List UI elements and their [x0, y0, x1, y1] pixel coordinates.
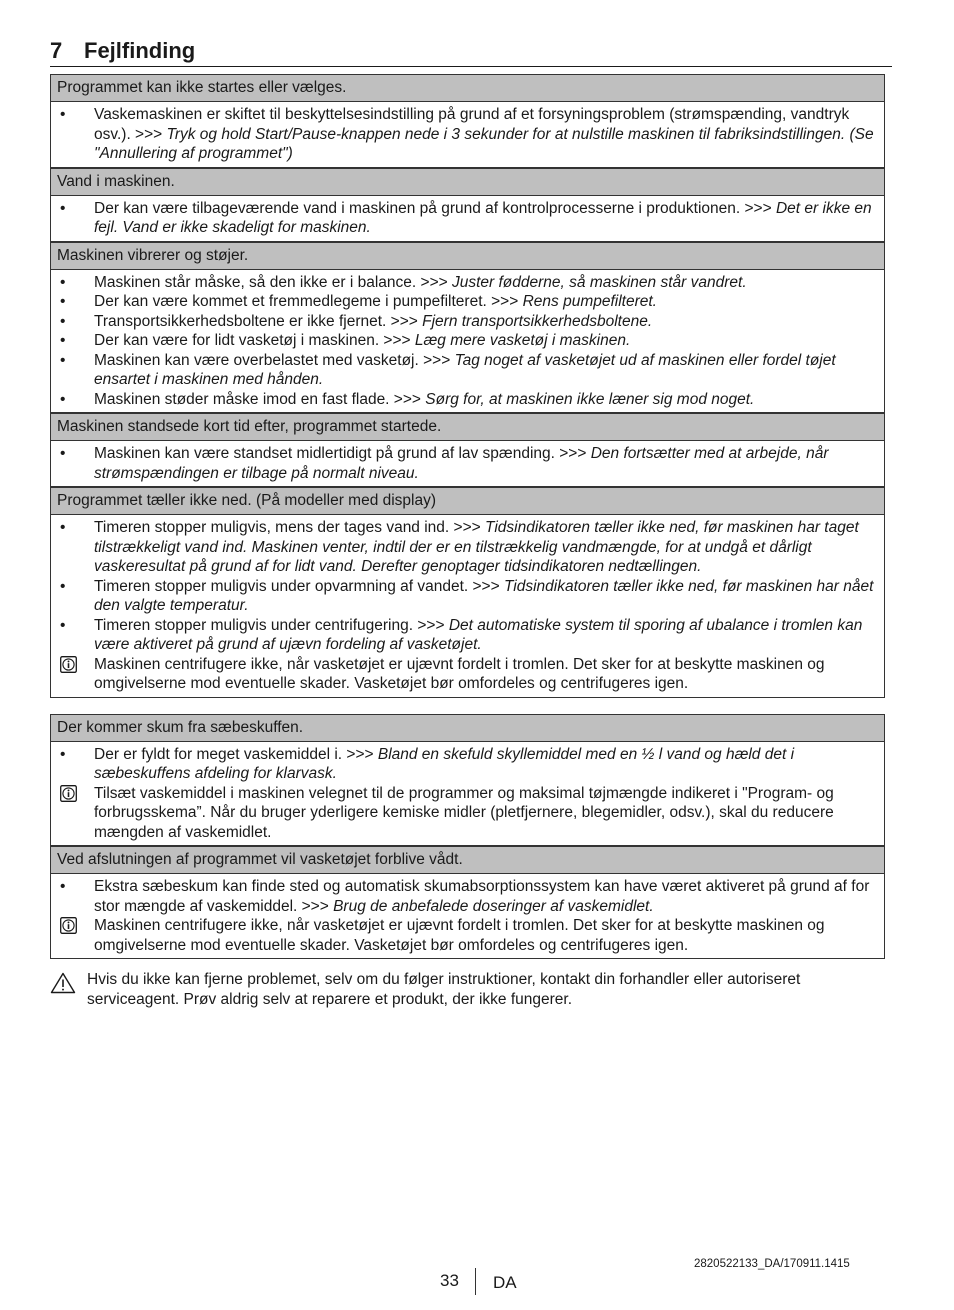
cause-text: Maskinen støder måske imod en fast flade. >>> [94, 390, 426, 408]
remedy-text: Sørg for, at maskinen ikke læner sig mod noget. [425, 390, 755, 408]
info-note [57, 916, 876, 955]
problem-body [50, 515, 885, 698]
section-title [50, 38, 195, 64]
cause-text: Der er fyldt for meget vaskemiddel i. >>> [94, 745, 378, 763]
problem-body [50, 441, 885, 487]
problem-header: Vand i maskinen. [50, 168, 885, 196]
bullet-marker [57, 199, 94, 238]
info-note [57, 655, 876, 694]
bullet-marker [57, 292, 94, 312]
title-underline [50, 66, 892, 67]
document-code: 2820522133_DA/170911.1415 [694, 1258, 850, 1270]
cause-text: Maskinen kan være overbelastet med vasketøj. >>> [94, 351, 455, 369]
problem-section [50, 74, 885, 168]
page-number: 33 [440, 1271, 459, 1290]
cause-item [57, 351, 876, 390]
bullet-marker [57, 351, 94, 390]
remedy-text: Det automatiske system til sporing af ubalance i tromlen kan være aktiveret på grund af ujævn fordeling af vasketøjet. [94, 616, 863, 653]
remedy-text: Læg mere vasketøj i maskinen. [414, 332, 631, 349]
cause-text: Der kan være kommet et fremmedlegeme i pumpefilteret. >>> [94, 293, 523, 310]
bullet-marker [57, 745, 94, 784]
cause-item [57, 577, 876, 616]
cause-item [57, 877, 876, 916]
warning-text: Hvis du ikke kan fjerne problemet, selv om du følger instruktioner, kontakt din forhandler eller autoriseret serviceagent. Prøv aldrig selv at reparere et produkt, der ikke fungerer. [87, 971, 801, 1008]
bullet-marker [57, 518, 94, 577]
problem-section [50, 846, 885, 959]
cause-text: Timeren stopper muligvis, mens der tages vand ind. >>> [94, 519, 485, 536]
cause-item [57, 331, 876, 351]
cause-text: Maskinen kan være standset midlertidigt på grund af lav spænding. >>> [94, 445, 591, 462]
problem-section [50, 168, 885, 242]
remedy-text: Den fortsætter med at arbejde, når strømspændingen er tilbage på normalt niveau. [94, 445, 829, 482]
cause-text: Maskinen centrifugere ikke, når vasketøjet er ujævnt fordelt i tromlen. Det sker for at beskytte maskinen og omgivelserne mod eventuelle skader. Vasketøjet bør omfordeles og centrifugeres igen. [94, 917, 825, 954]
cause-item [57, 518, 876, 577]
problem-section [50, 714, 885, 847]
problem-header: Programmet tæller ikke ned. (På modeller med display) [50, 487, 885, 515]
bullet-marker [57, 331, 94, 351]
cause-item [57, 312, 876, 332]
footer-divider [475, 1268, 476, 1295]
cause-item [57, 444, 876, 483]
warning-triangle-icon [50, 972, 76, 994]
info-note [57, 784, 876, 843]
remedy-text: Tidsindikatoren tæller ikke ned, før maskinen har nået den valgte temperatur. [94, 577, 874, 614]
cause-text: Vaskemaskinen er skiftet til beskyttelsesindstilling på grund af et forsyningsproblem (strømspænding, vandtryk osv.). >>> [94, 106, 850, 143]
bullet-marker [57, 444, 94, 483]
cause-text: Transportsikkerhedsboltene er ikke fjernet. >>> [94, 312, 423, 330]
problem-header: Programmet kan ikke startes eller vælges. [50, 74, 885, 102]
remedy-text: Det er ikke en fejl. Vand er ikke skadeligt for maskinen. [94, 199, 872, 236]
bullet-marker [57, 273, 94, 293]
problem-header: Ved afslutningen af programmet vil vasketøjet forblive vådt. [50, 846, 885, 874]
cause-item [57, 616, 876, 655]
warning-note [50, 970, 885, 1009]
remedy-text: Rens pumpefilteret. [522, 293, 657, 310]
cause-text: Timeren stopper muligvis under centrifugering. >>> [94, 616, 449, 634]
cause-text: Der kan være tilbageværende vand i maskinen på grund af kontrolprocesserne i produktionen. >>> [94, 199, 776, 217]
problem-body [50, 742, 885, 847]
problem-header: Maskinen standsede kort tid efter, programmet startede. [50, 413, 885, 441]
bullet-marker [57, 577, 94, 616]
problem-body [50, 102, 885, 168]
info-marker [57, 655, 94, 694]
cause-text: Timeren stopper muligvis under opvarmning af vandet. >>> [94, 577, 504, 595]
troubleshooting-table [50, 74, 885, 959]
problem-header: Der kommer skum fra sæbeskuffen. [50, 714, 885, 742]
cause-text: Ekstra sæbeskum kan finde sted og automatisk skumabsorptionssystem kan have været aktiveret på grund af for stor mængde af vaskemiddel. >>> [94, 878, 870, 915]
remedy-text: Brug de anbefalede doseringer af vaskemidlet. [333, 897, 654, 915]
cause-text: Maskinen står måske, så den ikke er i balance. >>> [94, 273, 452, 291]
problem-section [50, 413, 885, 487]
section-number: 7 [50, 38, 63, 63]
info-marker [57, 916, 94, 955]
remedy-text: Tag noget af vasketøjet ud af maskinen eller fordel tøjet ensartet i maskinen med hånden. [94, 351, 836, 388]
remedy-text: Tidsindikatoren tæller ikke ned, før maskinen har taget tilstrækkeligt vand ind. Maskinen venter, indtil der er en tilstrækkelig vandmængde, for at undgå et dårligt vaskeresultat på grund af for lidt vand. Derefter genoptager tidsindikatoren nedtællingen. [94, 519, 859, 575]
bullet-marker [57, 312, 94, 332]
problem-body [50, 874, 885, 959]
cause-text: Tilsæt vaskemiddel i maskinen velegnet til de programmer og maksimal tøjmængde indikeret i "Program- og forbrugsskema”. Når du bruger yderligere kemiske midler (pletfjernere, blegemidler, odsv.), skal du reducere mængden af vaskemidlet. [94, 784, 834, 841]
bullet-marker [57, 390, 94, 410]
bullet-marker [57, 616, 94, 655]
cause-text: Der kan være for lidt vasketøj i maskinen. >>> [94, 332, 415, 349]
problem-header: Maskinen vibrerer og støjer. [50, 242, 885, 270]
problem-section [50, 487, 885, 698]
info-icon [60, 917, 77, 934]
cause-item [57, 390, 876, 410]
cause-item [57, 199, 876, 238]
remedy-text: Juster fødderne, så maskinen står vandret. [451, 273, 747, 291]
info-icon [60, 656, 77, 673]
problem-body [50, 270, 885, 414]
problem-body [50, 196, 885, 242]
info-icon [60, 785, 77, 802]
remedy-text: Fjern transportsikkerhedsboltene. [422, 312, 653, 330]
remedy-text: Bland en skefuld skyllemiddel med en ½ l vand og hæld det i sæbeskuffens afdeling for klarvask. [94, 745, 795, 782]
cause-item [57, 745, 876, 784]
cause-text: Maskinen centrifugere ikke, når vasketøjet er ujævnt fordelt i tromlen. Det sker for at beskytte maskinen og omgivelserne mod eventuelle skader. Vasketøjet bør omfordeles og centrifugeres igen. [94, 655, 825, 692]
bullet-marker [57, 877, 94, 916]
cause-item [57, 273, 876, 293]
section-heading: Fejlfinding [84, 38, 196, 63]
language-code: DA [493, 1273, 517, 1292]
cause-item [57, 292, 876, 312]
remedy-text: Tryk og hold Start/Pause-knappen nede i 3 sekunder for at nulstille maskinen til fabriksindstillingen. (Se "Annullering af programmet") [94, 125, 874, 162]
cause-item [57, 105, 876, 164]
info-marker [57, 784, 94, 843]
problem-section [50, 242, 885, 414]
bullet-marker [57, 105, 94, 164]
